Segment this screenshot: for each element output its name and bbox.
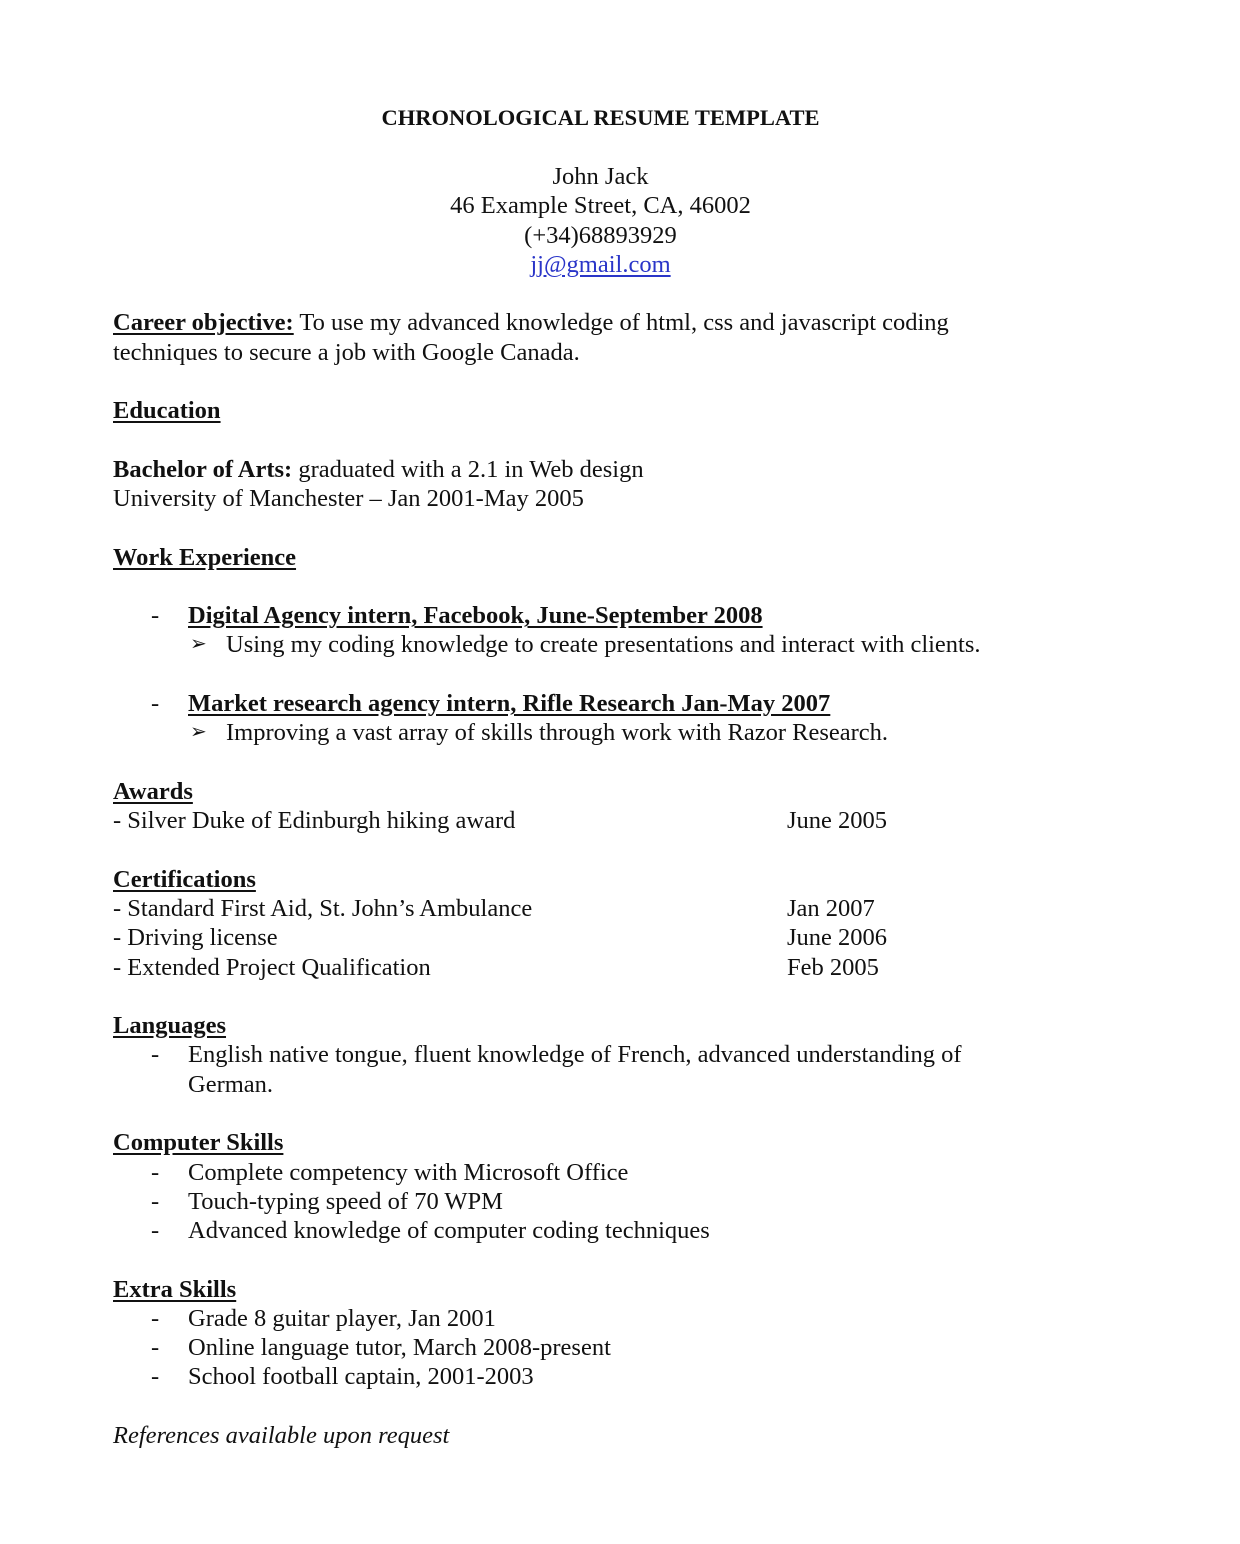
awards-heading: Awards: [113, 777, 193, 805]
extra-skill-item: [113, 1304, 1123, 1333]
contact-phone: (+34)68893929: [524, 221, 677, 249]
dash-bullet: -: [151, 602, 160, 630]
job-item: [113, 601, 1123, 630]
arrow-bullet-icon: ➢: [190, 633, 207, 656]
computer-skill-item: [113, 1187, 1123, 1216]
certification-item: [113, 953, 1123, 982]
job-detail: Improving a vast array of skills through work with Razor Research.: [226, 719, 889, 747]
award-item: [113, 806, 1123, 835]
certification-item: [113, 923, 1123, 952]
references-note: References available upon request: [113, 1422, 450, 1450]
arrow-bullet-icon: ➢: [190, 721, 207, 744]
extra-skill-text: Grade 8 guitar player, Jan 2001: [188, 1304, 496, 1332]
computer-skills-heading: Computer Skills: [113, 1129, 284, 1157]
career-objective-text: To use my advanced knowledge of html, css and javascript coding: [293, 309, 949, 337]
career-objective-text-cont: techniques to secure a job with Google Canada.: [113, 338, 580, 366]
computer-skill-item: [113, 1158, 1123, 1187]
dash-bullet: -: [151, 1363, 160, 1391]
career-objective-label: Career objective:: [113, 309, 294, 337]
extra-skill-item: [113, 1333, 1123, 1362]
degree-label: Bachelor of Arts:: [113, 455, 293, 483]
extra-skill-text: Online language tutor, March 2008-present: [188, 1334, 611, 1362]
certification-name: - Extended Project Qualification: [113, 953, 431, 981]
dash-bullet: -: [151, 1041, 160, 1069]
certification-item: [113, 894, 1123, 923]
extra-skill-text: School football captain, 2001-2003: [188, 1363, 534, 1391]
computer-skill-item: [113, 1216, 1123, 1245]
contact-address: 46 Example Street, CA, 46002: [450, 192, 751, 220]
resume-page: [113, 103, 1123, 1450]
job-item: [113, 689, 1123, 718]
contact-name: John Jack: [552, 162, 649, 190]
certifications-heading: Certifications: [113, 865, 256, 893]
language-item: [113, 1040, 1123, 1069]
education-heading: Education: [113, 397, 221, 425]
job-title: Market research agency intern, Rifle Research Jan-May 2007: [188, 690, 831, 718]
dash-bullet: -: [151, 1158, 160, 1186]
dash-bullet: -: [151, 690, 160, 718]
career-objective: [113, 308, 1123, 337]
dash-bullet: -: [151, 1304, 160, 1332]
language-text: English native tongue, fluent knowledge of French, advanced understanding of: [188, 1041, 962, 1069]
job-title: Digital Agency intern, Facebook, June-September 2008: [188, 602, 763, 630]
certification-date: Jan 2007: [787, 894, 875, 922]
extra-skills-heading: Extra Skills: [113, 1275, 237, 1303]
job-detail: Using my coding knowledge to create presentations and interact with clients.: [226, 631, 981, 659]
school: University of Manchester – Jan 2001-May 2005: [113, 485, 584, 513]
award-date: June 2005: [787, 807, 888, 835]
computer-skill-text: Advanced knowledge of computer coding techniques: [188, 1217, 710, 1245]
computer-skill-text: Complete competency with Microsoft Office: [188, 1158, 629, 1186]
dash-bullet: -: [151, 1187, 160, 1215]
contact-email-link[interactable]: jj@gmail.com: [530, 250, 671, 278]
computer-skill-text: Touch-typing speed of 70 WPM: [188, 1187, 503, 1215]
certification-date: June 2006: [787, 924, 888, 952]
document-title: CHRONOLOGICAL RESUME TEMPLATE: [381, 105, 820, 131]
languages-heading: Languages: [113, 1012, 227, 1040]
degree-text: graduated with a 2.1 in Web design: [292, 455, 644, 483]
certification-date: Feb 2005: [787, 953, 879, 981]
certification-name: - Driving license: [113, 924, 278, 952]
award-name: - Silver Duke of Edinburgh hiking award: [113, 807, 516, 835]
extra-skill-item: [113, 1362, 1123, 1391]
work-experience-heading: Work Experience: [113, 543, 297, 571]
language-text-cont: German.: [188, 1070, 274, 1098]
dash-bullet: -: [151, 1217, 160, 1245]
certification-name: - Standard First Aid, St. John’s Ambulance: [113, 894, 533, 922]
dash-bullet: -: [151, 1334, 160, 1362]
